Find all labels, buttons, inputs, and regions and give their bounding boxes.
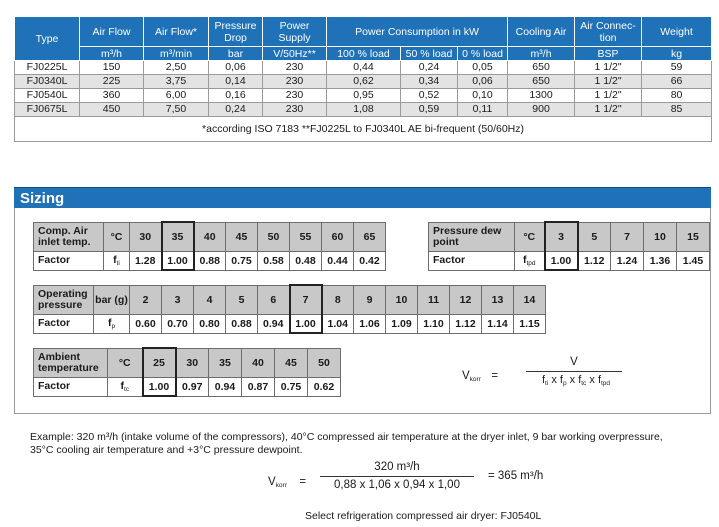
unit-cell: m³/min <box>144 47 209 61</box>
factor-symbol: $f_{ti}$ <box>104 252 130 271</box>
example-lhs: $V_{korr}$ = <box>268 476 307 489</box>
factor-label: Factor <box>34 315 94 334</box>
factor-cell: 1.06 <box>354 315 386 334</box>
pressure-cell: 14 <box>514 285 546 315</box>
pressure-cell: 5 <box>226 285 258 315</box>
col-power-supply: Power Supply <box>263 17 327 47</box>
temp-cell: 30 <box>176 348 209 378</box>
operating-pressure-unit: bar (g) <box>94 285 130 315</box>
unit-cell: V/50Hz** <box>263 47 327 61</box>
table-cell: 230 <box>263 103 327 117</box>
temp-cell: 7 <box>611 222 644 252</box>
table-cell: 1 1/2" <box>575 61 642 75</box>
table-row <box>15 89 712 103</box>
table-cell: 85 <box>642 103 712 117</box>
factor-cell-selected: 1.00 <box>162 252 194 271</box>
example-text-line1: Example: 320 m³/h (intake volume of the compressors), 40°C compressed air temperature at the dryer inlet, 9 bar working overpressure, <box>30 431 663 443</box>
table-cell: 59 <box>642 61 712 75</box>
unit-cell: 0 % load <box>458 47 508 61</box>
example-text-line2: 35°C cooling air temperature and +3°C pressure dewpoint. <box>30 444 303 456</box>
pressure-cell: 12 <box>450 285 482 315</box>
temp-cell: 55 <box>290 222 322 252</box>
factor-cell: 1.45 <box>677 252 710 271</box>
table-cell: 1 1/2" <box>575 103 642 117</box>
temp-cell: 45 <box>226 222 258 252</box>
factor-cell: 1.14 <box>482 315 514 334</box>
temp-cell: 30 <box>130 222 162 252</box>
col-power-consumption: Power Consumption in kW <box>327 17 508 47</box>
table-cell: 450 <box>80 103 144 117</box>
pressure-cell: 9 <box>354 285 386 315</box>
factor-cell: 0.94 <box>258 315 290 334</box>
pressure-cell-selected: 7 <box>290 285 322 315</box>
table-cell: 0,62 <box>327 75 401 89</box>
formula-numerator: V <box>570 356 578 368</box>
factor-symbol: $f_{tpd}$ <box>515 252 545 271</box>
factor-cell: 0.70 <box>162 315 194 334</box>
dew-point-unit: °C <box>515 222 545 252</box>
table-cell: 360 <box>80 89 144 103</box>
table-cell: 650 <box>508 75 575 89</box>
table-cell: 0,06 <box>209 61 263 75</box>
table-cell: 1,08 <box>327 103 401 117</box>
table-cell: 1300 <box>508 89 575 103</box>
factor-cell: 1.15 <box>514 315 546 334</box>
table-cell: 0,44 <box>327 61 401 75</box>
temp-cell: 65 <box>354 222 386 252</box>
spec-table <box>14 16 712 142</box>
factor-cell: 1.09 <box>386 315 418 334</box>
table-cell: 0,11 <box>458 103 508 117</box>
factor-cell-selected: 1.00 <box>545 252 578 271</box>
ambient-temp-unit: °C <box>108 348 143 378</box>
table-cell: 1 1/2" <box>575 75 642 89</box>
col-type: Type <box>15 17 80 61</box>
factor-cell: 0.42 <box>354 252 386 271</box>
table-cell: 0,34 <box>401 75 458 89</box>
comp-air-factor-table <box>33 221 386 271</box>
table-cell: 225 <box>80 75 144 89</box>
table-cell: FJ0540L <box>15 89 80 103</box>
factor-cell: 0.60 <box>130 315 162 334</box>
col-air-flow: Air Flow <box>80 17 144 47</box>
col-air-connection: Air Connection <box>575 17 642 47</box>
factor-cell: 1.10 <box>418 315 450 334</box>
formula-denominator: $f_{ti}$ x $f_p$ x $f_{tc}$ x $f_{tpd}$ <box>541 374 611 387</box>
example-result: = 365 m³/h <box>488 470 544 482</box>
col-weight: Weight <box>642 17 712 47</box>
table-cell: 7,50 <box>144 103 209 117</box>
factor-cell: 0.94 <box>209 378 242 397</box>
table-cell: 0,59 <box>401 103 458 117</box>
dew-point-label: Pressure dew point <box>429 222 515 252</box>
unit-cell: BSP <box>575 47 642 61</box>
col-air-flow-min: Air Flow* <box>144 17 209 47</box>
pressure-cell: 2 <box>130 285 162 315</box>
table-cell: 0,06 <box>458 75 508 89</box>
temp-cell-selected: 3 <box>545 222 578 252</box>
pressure-cell: 10 <box>386 285 418 315</box>
table-cell: 230 <box>263 75 327 89</box>
table-cell: 0,52 <box>401 89 458 103</box>
operating-pressure-label: Operating pressure <box>34 285 94 315</box>
temp-cell: 40 <box>242 348 275 378</box>
formula-lhs: $V_{korr}$ = <box>462 370 499 383</box>
factor-cell: 1.24 <box>611 252 644 271</box>
factor-cell: 0.80 <box>194 315 226 334</box>
col-pressure-drop: Pressure Drop <box>209 17 263 47</box>
factor-cell: 0.88 <box>226 315 258 334</box>
factor-cell-selected: 1.00 <box>290 315 322 334</box>
comp-air-unit: °C <box>104 222 130 252</box>
table-cell: 66 <box>642 75 712 89</box>
temp-cell: 60 <box>322 222 354 252</box>
factor-label: Factor <box>429 252 515 271</box>
factor-cell: 0.48 <box>290 252 322 271</box>
temp-cell: 5 <box>578 222 611 252</box>
factor-label: Factor <box>34 378 108 397</box>
spec-footnote: *according ISO 7183 **FJ0225L to FJ0340L AE bi-frequent (50/60Hz) <box>15 117 712 142</box>
table-cell: FJ0340L <box>15 75 80 89</box>
temp-cell: 45 <box>275 348 308 378</box>
table-cell: 150 <box>80 61 144 75</box>
factor-cell-selected: 1.00 <box>143 378 176 397</box>
table-cell: 3,75 <box>144 75 209 89</box>
table-row <box>15 61 712 75</box>
ambient-temp-label: Ambient temperature <box>34 348 108 378</box>
factor-cell: 0.44 <box>322 252 354 271</box>
table-cell: 0,16 <box>209 89 263 103</box>
factor-symbol: $f_p$ <box>94 315 130 334</box>
unit-cell: 100 % load <box>327 47 401 61</box>
pressure-cell: 6 <box>258 285 290 315</box>
table-cell: 650 <box>508 61 575 75</box>
factor-cell: 0.62 <box>308 378 341 397</box>
unit-cell: bar <box>209 47 263 61</box>
table-cell: 0,24 <box>209 103 263 117</box>
example-numerator: 320 m³/h <box>374 461 420 473</box>
factor-cell: 0.97 <box>176 378 209 397</box>
dew-point-factor-table <box>428 221 710 271</box>
temp-cell: 50 <box>308 348 341 378</box>
factor-cell: 0.75 <box>275 378 308 397</box>
table-cell: 0,24 <box>401 61 458 75</box>
table-cell: 230 <box>263 61 327 75</box>
table-cell: 0,10 <box>458 89 508 103</box>
factor-label: Factor <box>34 252 104 271</box>
pressure-cell: 4 <box>194 285 226 315</box>
table-row <box>15 103 712 117</box>
temp-cell: 40 <box>194 222 226 252</box>
table-cell: 0,95 <box>327 89 401 103</box>
factor-cell: 0.88 <box>194 252 226 271</box>
factor-cell: 1.36 <box>644 252 677 271</box>
table-cell: 0,14 <box>209 75 263 89</box>
table-cell: 900 <box>508 103 575 117</box>
sizing-header <box>14 187 711 209</box>
table-cell: FJ0675L <box>15 103 80 117</box>
table-cell: 80 <box>642 89 712 103</box>
factor-cell: 0.75 <box>226 252 258 271</box>
pressure-cell: 8 <box>322 285 354 315</box>
formula-fraction-line <box>526 371 622 372</box>
comp-air-label: Comp. Air inlet temp. <box>34 222 104 252</box>
table-cell: 6,00 <box>144 89 209 103</box>
pressure-cell: 13 <box>482 285 514 315</box>
table-cell: FJ0225L <box>15 61 80 75</box>
unit-cell: m³/h <box>80 47 144 61</box>
operating-pressure-factor-table <box>33 284 546 334</box>
factor-cell: 0.87 <box>242 378 275 397</box>
temp-cell-selected: 25 <box>143 348 176 378</box>
temp-cell: 10 <box>644 222 677 252</box>
factor-cell: 1.12 <box>450 315 482 334</box>
unit-cell: kg <box>642 47 712 61</box>
col-cooling-air: Cooling Air <box>508 17 575 47</box>
factor-cell: 1.12 <box>578 252 611 271</box>
pressure-cell: 11 <box>418 285 450 315</box>
example-fraction-line <box>320 476 474 477</box>
pressure-cell: 3 <box>162 285 194 315</box>
sizing-title: Sizing <box>20 190 65 207</box>
example-denominator: 0,88 x 1,06 x 0,94 x 1,00 <box>334 479 460 491</box>
temp-cell: 35 <box>209 348 242 378</box>
unit-cell: m³/h <box>508 47 575 61</box>
table-cell: 2,50 <box>144 61 209 75</box>
temp-cell: 15 <box>677 222 710 252</box>
temp-cell-selected: 35 <box>162 222 194 252</box>
table-cell: 1 1/2" <box>575 89 642 103</box>
factor-cell: 0.58 <box>258 252 290 271</box>
temp-cell: 50 <box>258 222 290 252</box>
factor-cell: 1.04 <box>322 315 354 334</box>
factor-cell: 1.28 <box>130 252 162 271</box>
table-cell: 230 <box>263 89 327 103</box>
table-cell: 0,05 <box>458 61 508 75</box>
ambient-temp-factor-table <box>33 347 341 397</box>
factor-symbol: $f_{tc}$ <box>108 378 143 397</box>
dryer-selection: Select refrigeration compressed air dryer: FJ0540L <box>305 510 542 522</box>
table-row <box>15 75 712 89</box>
unit-cell: 50 % load <box>401 47 458 61</box>
